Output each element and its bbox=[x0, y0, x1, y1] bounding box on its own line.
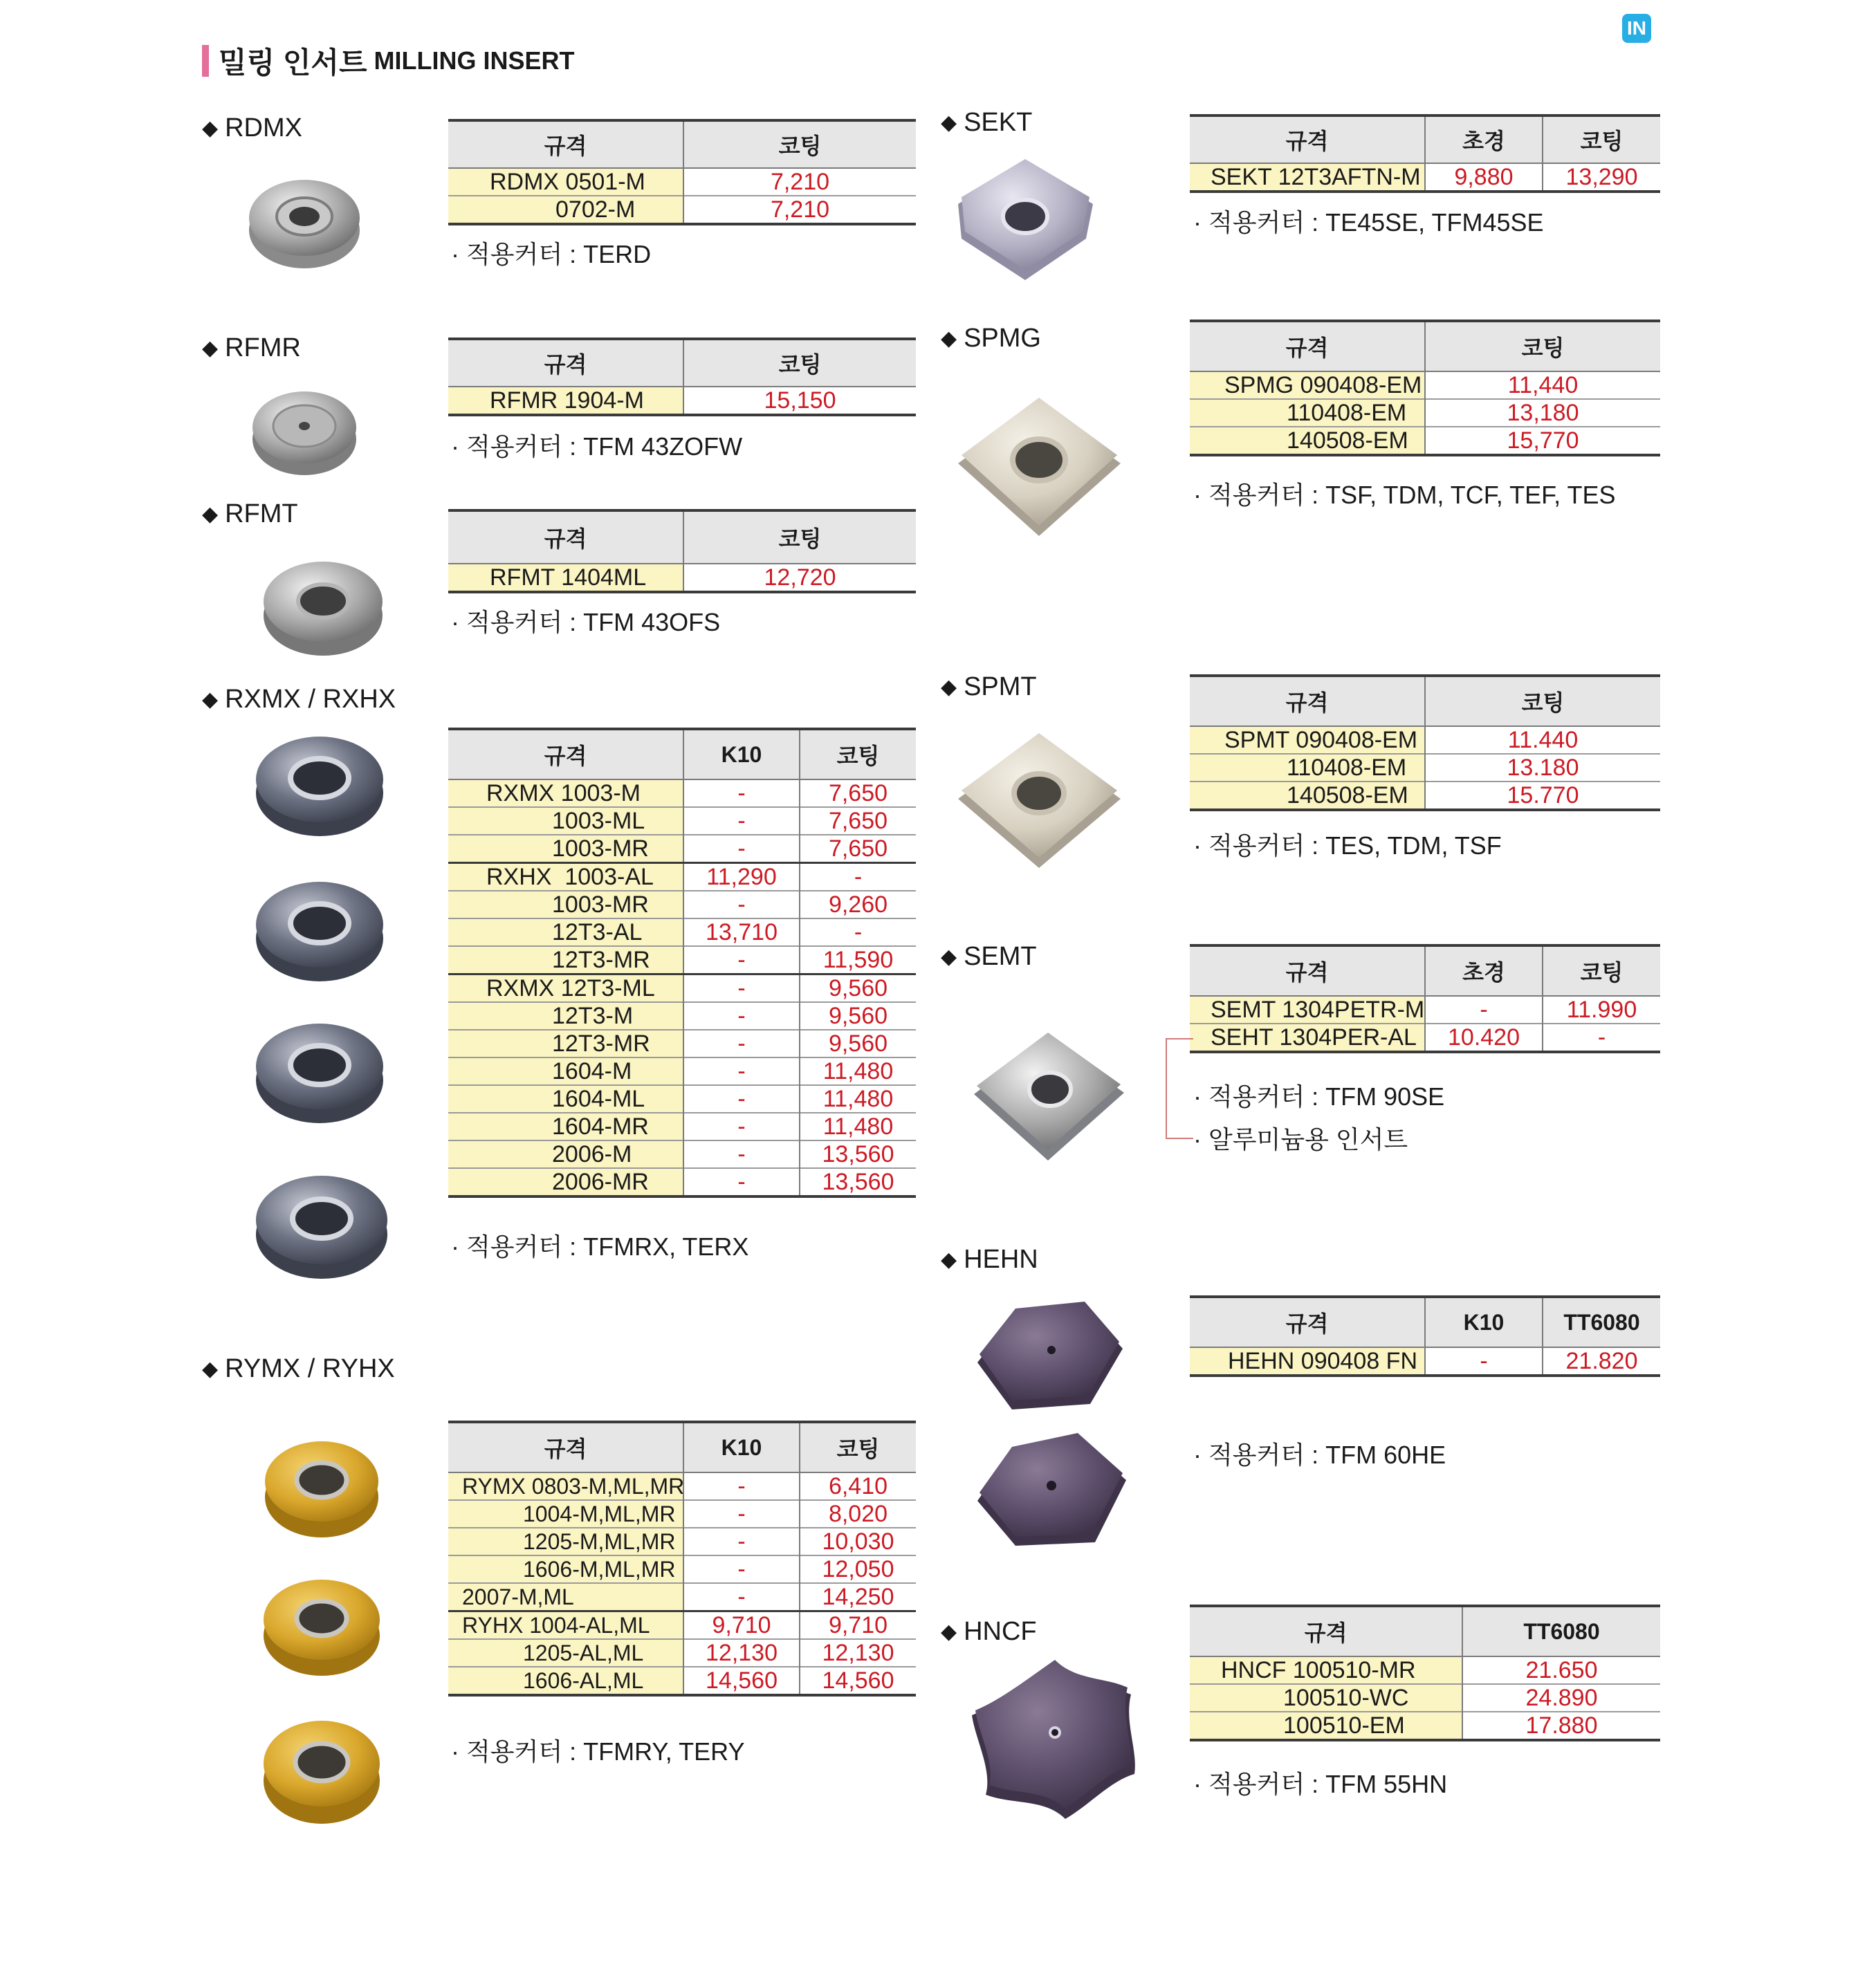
k10-cell: - bbox=[683, 807, 800, 835]
rfmt-spec-table bbox=[448, 509, 916, 593]
header-cell: 코팅 bbox=[1425, 676, 1660, 726]
section-title-hncf bbox=[941, 1617, 1037, 1647]
k10-cell: - bbox=[683, 974, 800, 1003]
table-header-row bbox=[1190, 676, 1660, 726]
table-row bbox=[448, 1555, 916, 1583]
price-cell: 14,250 bbox=[800, 1583, 916, 1611]
section-title-sekt bbox=[941, 108, 1032, 138]
rymx-insert-image-3 bbox=[259, 1708, 384, 1829]
rdmx-spec-table bbox=[448, 119, 916, 225]
hehn-insert-image-2 bbox=[974, 1432, 1130, 1553]
table-row bbox=[1190, 1684, 1660, 1712]
spec-cell: SPMG 090408-EM bbox=[1190, 371, 1425, 399]
spec-cell: RXMX 12T3-ML bbox=[448, 974, 683, 1003]
table-header-row bbox=[1190, 945, 1660, 996]
section-title-rxmx-rxhx bbox=[202, 685, 396, 714]
spec-cell: 12T3-MR bbox=[448, 946, 683, 974]
spec-cell: 100510-EM bbox=[1190, 1712, 1462, 1740]
table-row bbox=[448, 1057, 916, 1085]
table-header-row bbox=[448, 729, 916, 779]
section-title-spmg bbox=[941, 324, 1041, 353]
spec-cell: RXHX 1003-AL bbox=[448, 863, 683, 891]
section-title-semt bbox=[941, 942, 1037, 972]
price-cell: 21.820 bbox=[1543, 1347, 1660, 1376]
spec-cell: 12T3-M bbox=[448, 1002, 683, 1030]
table-row bbox=[448, 1500, 916, 1528]
spec-cell: 1604-M bbox=[448, 1057, 683, 1085]
section-name: HNCF bbox=[964, 1617, 1037, 1646]
hehn-spec-table bbox=[1190, 1295, 1660, 1377]
spec-cell: 140508-EM bbox=[1190, 427, 1425, 455]
header-cell: 규격 bbox=[448, 339, 683, 387]
table-row bbox=[448, 1583, 916, 1611]
price-cell: 15,770 bbox=[1425, 427, 1660, 455]
section-title-spmt bbox=[941, 672, 1037, 702]
diamond-bullet-icon: ◆ bbox=[941, 111, 957, 134]
table-row bbox=[448, 918, 916, 946]
table-header-row bbox=[448, 339, 916, 387]
spec-cell: 2006-MR bbox=[448, 1168, 683, 1196]
diamond-bullet-icon: ◆ bbox=[941, 676, 957, 699]
k10-cell: 13,710 bbox=[683, 918, 800, 946]
spec-cell: RFMR 1904-M bbox=[448, 387, 683, 415]
section-name: RDMX bbox=[225, 113, 302, 142]
rymx-insert-image-1 bbox=[261, 1432, 383, 1542]
price-cell: 9,260 bbox=[800, 891, 916, 918]
header-cell: K10 bbox=[683, 729, 800, 779]
spmt-insert-image bbox=[951, 730, 1128, 875]
k10-cell: - bbox=[683, 1140, 800, 1168]
spec-cell: RYHX 1004-AL,ML bbox=[448, 1611, 683, 1640]
spmg-spec-table bbox=[1190, 320, 1660, 456]
price-cell: 12,050 bbox=[800, 1555, 916, 1583]
table-row bbox=[1190, 1024, 1660, 1052]
rxmx-insert-image-2 bbox=[252, 875, 387, 986]
diamond-bullet-icon: ◆ bbox=[202, 1358, 219, 1380]
spec-cell: 12T3-MR bbox=[448, 1030, 683, 1057]
applicable-cutter-note: · 적용커터 : TERD bbox=[451, 240, 652, 268]
applicable-cutter-note: · 적용커터 : TE45SE, TFM45SE bbox=[1193, 208, 1544, 237]
spec-cell: 100510-WC bbox=[1190, 1684, 1462, 1712]
table-header-row bbox=[448, 510, 916, 564]
page-title bbox=[202, 43, 575, 79]
header-cell: 코팅 bbox=[683, 510, 916, 564]
price-cell: 7,210 bbox=[683, 168, 916, 196]
header-cell: K10 bbox=[1425, 1297, 1543, 1347]
table-header-row bbox=[448, 1422, 916, 1472]
spec-cell: 2006-M bbox=[448, 1140, 683, 1168]
table-row bbox=[1190, 996, 1660, 1024]
table-row bbox=[448, 387, 916, 415]
k10-cell: 12,130 bbox=[683, 1639, 800, 1667]
table-row bbox=[1190, 726, 1660, 754]
price-cell: 7,650 bbox=[800, 835, 916, 863]
spec-cell: 1003-MR bbox=[448, 891, 683, 918]
section-title-rfmt bbox=[202, 499, 298, 529]
table-row bbox=[1190, 1347, 1660, 1376]
table-row bbox=[1190, 1712, 1660, 1740]
table-row bbox=[1190, 427, 1660, 455]
table-row bbox=[448, 974, 916, 1003]
spec-cell: 110408-EM bbox=[1190, 399, 1425, 427]
k10-cell: - bbox=[683, 1113, 800, 1140]
price-cell: 7,210 bbox=[683, 196, 916, 224]
header-cell: 코팅 bbox=[800, 1422, 916, 1472]
spec-cell: 0702-M bbox=[448, 196, 683, 224]
section-name: HEHN bbox=[964, 1245, 1038, 1274]
section-title-rdmx bbox=[202, 113, 302, 143]
table-row bbox=[448, 863, 916, 891]
table-header-row bbox=[1190, 115, 1660, 163]
diamond-bullet-icon: ◆ bbox=[202, 117, 219, 140]
price-cell: 15.770 bbox=[1425, 782, 1660, 810]
k10-cell: - bbox=[683, 1472, 800, 1500]
spec-cell: HNCF 100510-MR bbox=[1190, 1656, 1462, 1684]
spec-cell: 140508-EM bbox=[1190, 782, 1425, 810]
k10-cell: - bbox=[683, 1500, 800, 1528]
header-cell: 규격 bbox=[1190, 1297, 1425, 1347]
k10-cell: - bbox=[683, 891, 800, 918]
applicable-cutter-note: · 적용커터 : TFMRX, TERX bbox=[451, 1232, 749, 1261]
spec-cell: SEMT 1304PETR-M bbox=[1190, 996, 1425, 1024]
price-cell: 14,560 bbox=[800, 1667, 916, 1695]
k10-cell: - bbox=[683, 1057, 800, 1085]
spec-cell: 110408-EM bbox=[1190, 754, 1425, 782]
applicable-cutter-note: · 적용커터 : TSF, TDM, TCF, TEF, TES bbox=[1193, 481, 1616, 509]
section-name: RFMR bbox=[225, 333, 301, 362]
rxmx-rxhx-spec-table bbox=[448, 728, 916, 1198]
header-cell: 규격 bbox=[1190, 321, 1425, 371]
price-cell: 24.890 bbox=[1462, 1684, 1660, 1712]
header-cell: 규격 bbox=[1190, 945, 1425, 996]
header-cell: 초경 bbox=[1425, 115, 1543, 163]
spec-cell: RXMX 1003-M bbox=[448, 779, 683, 807]
table-row bbox=[448, 946, 916, 974]
section-name: RXMX / RXHX bbox=[225, 685, 396, 714]
k10-cell: - bbox=[683, 946, 800, 974]
spec-cell: RFMT 1404ML bbox=[448, 564, 683, 592]
header-cell: K10 bbox=[683, 1422, 800, 1472]
k10-cell: - bbox=[683, 1030, 800, 1057]
diamond-bullet-icon: ◆ bbox=[941, 1248, 957, 1271]
header-cell: 규격 bbox=[448, 1422, 683, 1472]
spec-cell: SEHT 1304PER-AL bbox=[1190, 1024, 1425, 1052]
price-cell: 9,560 bbox=[800, 1002, 916, 1030]
price-cell: 13,560 bbox=[800, 1140, 916, 1168]
price-cell: 11,480 bbox=[800, 1113, 916, 1140]
category-badge: IN bbox=[1622, 14, 1651, 43]
price-cell: 9,560 bbox=[800, 1030, 916, 1057]
spec-cell: 1604-ML bbox=[448, 1085, 683, 1113]
rymx-ryhx-spec-table bbox=[448, 1421, 916, 1697]
section-name: RYMX / RYHX bbox=[225, 1354, 395, 1383]
section-name: SPMT bbox=[964, 672, 1037, 701]
price-cell: 13,290 bbox=[1543, 163, 1660, 192]
price-cell: 11.440 bbox=[1425, 726, 1660, 754]
k10-cell: 14,560 bbox=[683, 1667, 800, 1695]
carbide-cell: 10.420 bbox=[1425, 1024, 1543, 1052]
header-cell: 규격 bbox=[1190, 676, 1425, 726]
spec-cell: 1606-AL,ML bbox=[448, 1667, 683, 1695]
diamond-bullet-icon: ◆ bbox=[202, 688, 219, 711]
table-row bbox=[1190, 782, 1660, 810]
price-cell: 13,180 bbox=[1425, 399, 1660, 427]
spec-cell: RDMX 0501-M bbox=[448, 168, 683, 196]
sekt-insert-image bbox=[951, 156, 1100, 287]
table-row bbox=[1190, 163, 1660, 192]
table-header-row bbox=[448, 120, 916, 168]
table-row bbox=[448, 1528, 916, 1555]
diamond-bullet-icon: ◆ bbox=[941, 945, 957, 968]
price-cell: 11,440 bbox=[1425, 371, 1660, 399]
applicable-cutter-note: · 적용커터 : TFMRY, TERY bbox=[451, 1737, 745, 1766]
spec-cell: RYMX 0803-M,ML,MR bbox=[448, 1472, 683, 1500]
sekt-spec-table bbox=[1190, 114, 1660, 193]
spec-cell: 1003-MR bbox=[448, 835, 683, 863]
k10-cell: - bbox=[683, 835, 800, 863]
k10-cell: 11,290 bbox=[683, 863, 800, 891]
spec-cell: 1003-ML bbox=[448, 807, 683, 835]
price-cell: 7,650 bbox=[800, 779, 916, 807]
semt-insert-image bbox=[968, 1030, 1128, 1165]
header-cell: 규격 bbox=[448, 729, 683, 779]
header-cell: 코팅 bbox=[1543, 945, 1660, 996]
table-row bbox=[448, 168, 916, 196]
table-row bbox=[1190, 371, 1660, 399]
spec-cell: 1205-AL,ML bbox=[448, 1639, 683, 1667]
diamond-bullet-icon: ◆ bbox=[941, 327, 957, 350]
section-title-rfmr bbox=[202, 333, 301, 363]
table-row bbox=[448, 779, 916, 807]
title-korean: 밀링 인서트 bbox=[219, 46, 367, 79]
applicable-cutter-note: · 적용커터 : TFM 43ZOFW bbox=[451, 432, 743, 461]
diamond-bullet-icon: ◆ bbox=[202, 503, 219, 526]
spec-cell: HEHN 090408 FN bbox=[1190, 1347, 1425, 1376]
diamond-bullet-icon: ◆ bbox=[202, 337, 219, 360]
header-cell: TT6080 bbox=[1543, 1297, 1660, 1347]
header-cell: 규격 bbox=[448, 510, 683, 564]
semt-spec-table bbox=[1190, 944, 1660, 1053]
table-row bbox=[1190, 754, 1660, 782]
spec-cell: 1606-M,ML,MR bbox=[448, 1555, 683, 1583]
price-cell: 9,710 bbox=[800, 1611, 916, 1640]
table-row bbox=[448, 1168, 916, 1196]
price-cell: 13,560 bbox=[800, 1168, 916, 1196]
header-cell: 규격 bbox=[1190, 1606, 1462, 1656]
hncf-insert-image bbox=[962, 1656, 1148, 1826]
section-title-rymx-ryhx bbox=[202, 1354, 395, 1384]
section-name: SPMG bbox=[964, 324, 1041, 353]
k10-cell: 9,710 bbox=[683, 1611, 800, 1640]
table-row bbox=[448, 891, 916, 918]
header-cell: 코팅 bbox=[1425, 321, 1660, 371]
price-cell: - bbox=[1543, 1024, 1660, 1052]
k10-cell: - bbox=[683, 1002, 800, 1030]
header-cell: 규격 bbox=[1190, 115, 1425, 163]
table-row bbox=[448, 1002, 916, 1030]
price-cell: 9,560 bbox=[800, 974, 916, 1003]
diamond-bullet-icon: ◆ bbox=[941, 1620, 957, 1643]
rfmr-spec-table bbox=[448, 338, 916, 416]
table-row bbox=[448, 1611, 916, 1640]
price-cell: 17.880 bbox=[1462, 1712, 1660, 1740]
table-row bbox=[448, 1667, 916, 1695]
header-cell: 코팅 bbox=[1543, 115, 1660, 163]
k10-cell: - bbox=[683, 1528, 800, 1555]
table-row bbox=[448, 1472, 916, 1500]
table-row bbox=[448, 1085, 916, 1113]
section-name: SEMT bbox=[964, 942, 1037, 971]
spec-cell: 1004-M,ML,MR bbox=[448, 1500, 683, 1528]
title-english: MILLING INSERT bbox=[374, 46, 575, 75]
rdmx-insert-image bbox=[246, 169, 363, 273]
price-cell: - bbox=[800, 863, 916, 891]
table-row bbox=[1190, 1656, 1660, 1684]
header-cell: 코팅 bbox=[683, 120, 916, 168]
aluminum-insert-note: · 알루미늄용 인서트 bbox=[1193, 1125, 1408, 1154]
rxmx-insert-image-4 bbox=[252, 1169, 391, 1283]
price-cell: 12,130 bbox=[800, 1639, 916, 1667]
header-cell: 코팅 bbox=[800, 729, 916, 779]
rxmx-insert-image-3 bbox=[252, 1017, 387, 1127]
table-row bbox=[448, 835, 916, 863]
hncf-spec-table bbox=[1190, 1605, 1660, 1741]
applicable-cutter-note: · 적용커터 : TFM 43OFS bbox=[451, 608, 721, 636]
table-row bbox=[448, 564, 916, 592]
price-cell: 8,020 bbox=[800, 1500, 916, 1528]
price-cell: 10,030 bbox=[800, 1528, 916, 1555]
table-header-row bbox=[1190, 1606, 1660, 1656]
k10-cell: - bbox=[683, 1583, 800, 1611]
header-cell: TT6080 bbox=[1462, 1606, 1660, 1656]
k10-cell: - bbox=[1425, 1347, 1543, 1376]
header-cell: 초경 bbox=[1425, 945, 1543, 996]
header-cell: 코팅 bbox=[683, 339, 916, 387]
table-row bbox=[448, 1639, 916, 1667]
k10-cell: - bbox=[683, 1555, 800, 1583]
table-row bbox=[448, 1140, 916, 1168]
spmg-insert-image bbox=[951, 394, 1128, 543]
applicable-cutter-note: · 적용커터 : TFM 55HN bbox=[1193, 1770, 1448, 1798]
spec-cell: 2007-M,ML bbox=[448, 1583, 683, 1611]
table-row bbox=[448, 807, 916, 835]
rfmt-insert-image bbox=[259, 550, 387, 660]
k10-cell: - bbox=[683, 1085, 800, 1113]
applicable-cutter-note: · 적용커터 : TES, TDM, TSF bbox=[1193, 831, 1502, 860]
carbide-cell: 9,880 bbox=[1425, 163, 1543, 192]
price-cell: 12,720 bbox=[683, 564, 916, 592]
table-row bbox=[448, 1113, 916, 1140]
k10-cell: - bbox=[683, 1168, 800, 1196]
spmt-spec-table bbox=[1190, 674, 1660, 811]
carbide-cell: - bbox=[1425, 996, 1543, 1024]
header-cell: 규격 bbox=[448, 120, 683, 168]
section-name: SEKT bbox=[964, 108, 1033, 137]
k10-cell: - bbox=[683, 779, 800, 807]
price-cell: 11,590 bbox=[800, 946, 916, 974]
spec-cell: SEKT 12T3AFTN-M bbox=[1190, 163, 1425, 192]
price-cell: 15,150 bbox=[683, 387, 916, 415]
price-cell: 13.180 bbox=[1425, 754, 1660, 782]
price-cell: 11,480 bbox=[800, 1057, 916, 1085]
spec-cell: 12T3-AL bbox=[448, 918, 683, 946]
price-cell: - bbox=[800, 918, 916, 946]
table-header-row bbox=[1190, 1297, 1660, 1347]
rymx-insert-image-2 bbox=[259, 1570, 384, 1681]
table-header-row bbox=[1190, 321, 1660, 371]
section-name: RFMT bbox=[225, 499, 298, 528]
price-cell: 7,650 bbox=[800, 807, 916, 835]
spec-cell: 1604-MR bbox=[448, 1113, 683, 1140]
price-cell: 6,410 bbox=[800, 1472, 916, 1500]
price-cell: 11,480 bbox=[800, 1085, 916, 1113]
title-accent-bar bbox=[202, 45, 209, 77]
rxmx-insert-image-1 bbox=[252, 730, 387, 840]
price-cell: 21.650 bbox=[1462, 1656, 1660, 1684]
applicable-cutter-note: · 적용커터 : TFM 60HE bbox=[1193, 1441, 1446, 1469]
rfmr-insert-image bbox=[249, 380, 360, 481]
applicable-cutter-note: · 적용커터 : TFM 90SE bbox=[1193, 1082, 1445, 1111]
section-title-hehn bbox=[941, 1245, 1038, 1275]
hehn-insert-image-1 bbox=[974, 1300, 1126, 1414]
table-row bbox=[448, 1030, 916, 1057]
note-bracket-line bbox=[1164, 1037, 1195, 1141]
table-row bbox=[1190, 399, 1660, 427]
price-cell: 11.990 bbox=[1543, 996, 1660, 1024]
spec-cell: 1205-M,ML,MR bbox=[448, 1528, 683, 1555]
spec-cell: SPMT 090408-EM bbox=[1190, 726, 1425, 754]
table-row bbox=[448, 196, 916, 224]
